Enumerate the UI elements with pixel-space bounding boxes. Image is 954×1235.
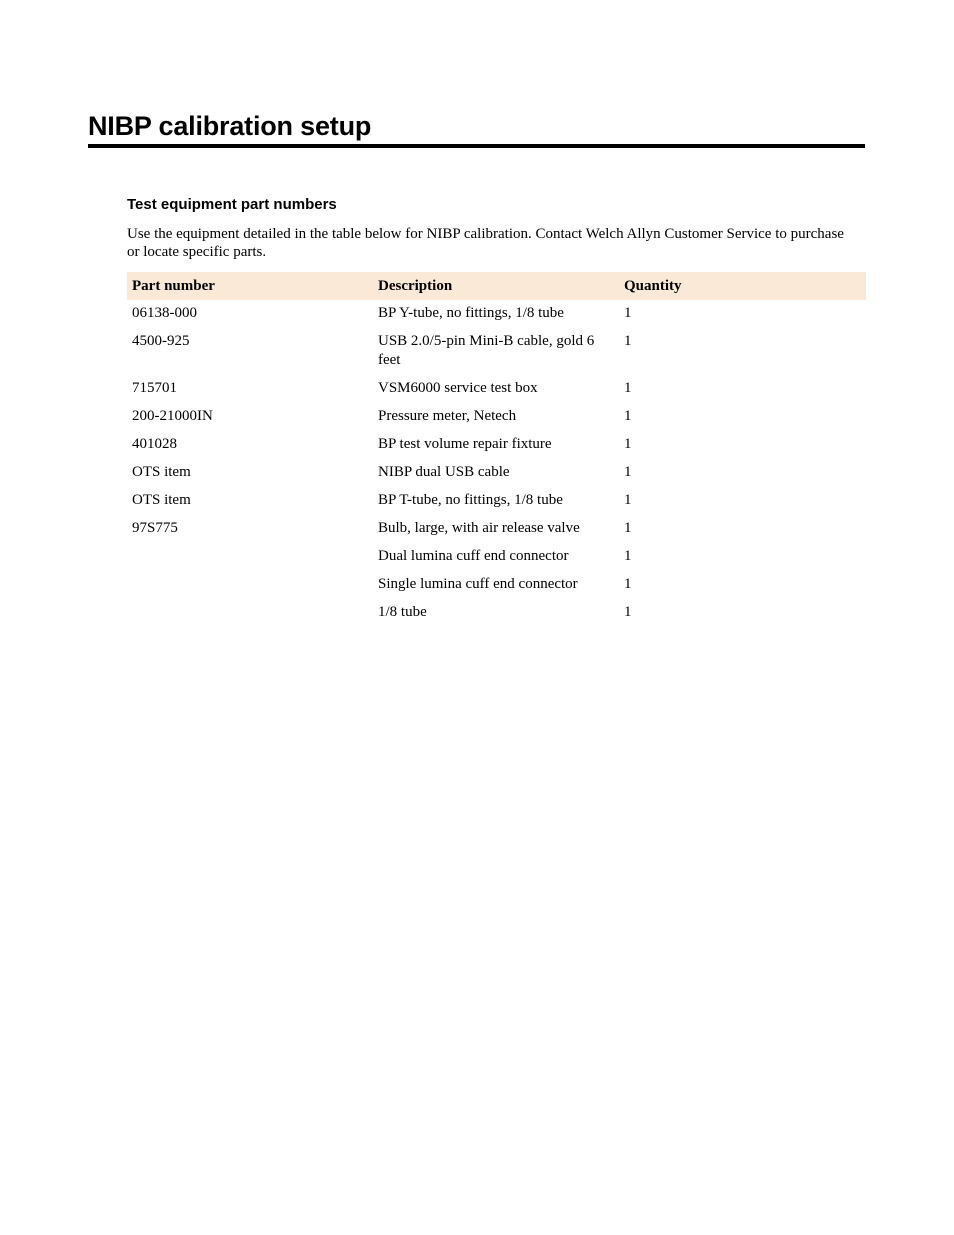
section-heading: Test equipment part numbers	[127, 196, 337, 213]
cell-part-number: 4500-925	[132, 333, 190, 349]
cell-quantity: 1	[624, 464, 632, 480]
cell-part-number	[127, 599, 373, 627]
cell-description: BP T-tube, no fittings, 1/8 tube	[378, 492, 563, 508]
cell-description: Dual lumina cuff end connector	[378, 548, 569, 564]
cell-quantity: 1	[624, 436, 632, 452]
cell-part-number: 97S775	[132, 520, 178, 536]
parts-table	[127, 272, 866, 627]
cell-part-number: 715701	[132, 380, 177, 396]
table-row	[127, 459, 866, 487]
cell-description: Single lumina cuff end connector	[378, 576, 578, 592]
table-row	[127, 543, 866, 571]
cell-part-number: OTS item	[132, 464, 191, 480]
cell-quantity: 1	[624, 333, 632, 349]
table-row	[127, 431, 866, 459]
table-row	[127, 515, 866, 543]
cell-description: Pressure meter, Netech	[378, 408, 517, 424]
cell-description: BP test volume repair fixture	[378, 436, 552, 452]
cell-description: Bulb, large, with air release valve	[378, 520, 580, 536]
table-row	[127, 487, 866, 515]
cell-description: VSM6000 service test box	[378, 380, 538, 396]
cell-quantity: 1	[624, 492, 632, 508]
cell-part-number: 200-21000IN	[132, 408, 213, 424]
cell-part-number: OTS item	[132, 492, 191, 508]
cell-quantity: 1	[624, 305, 632, 321]
column-header-part-number: Part number	[127, 272, 373, 300]
cell-description: BP Y-tube, no fittings, 1/8 tube	[378, 305, 564, 321]
cell-part-number: 06138-000	[132, 305, 197, 321]
table-row	[127, 300, 866, 328]
cell-part-number	[127, 543, 373, 571]
intro-paragraph: Use the equipment detailed in the table below for NIBP calibration. Contact Welch Allyn Customer Service to purchase or locate specific parts.	[127, 226, 844, 260]
page-title: NIBP calibration setup	[88, 108, 865, 148]
cell-quantity: 1	[624, 548, 632, 564]
table-row	[127, 599, 866, 627]
table-row	[127, 375, 866, 403]
column-header-description: Description	[373, 272, 619, 300]
cell-quantity: 1	[624, 604, 632, 620]
table-row	[127, 328, 866, 375]
cell-part-number	[127, 571, 373, 599]
cell-description: 1/8 tube	[378, 604, 427, 620]
table-row	[127, 571, 866, 599]
cell-part-number: 401028	[132, 436, 177, 452]
column-header-quantity: Quantity	[619, 272, 866, 300]
cell-quantity: 1	[624, 576, 632, 592]
table-header-row	[127, 272, 866, 300]
cell-quantity: 1	[624, 380, 632, 396]
cell-description: USB 2.0/5-pin Mini-B cable, gold 6 feet	[378, 333, 595, 368]
table-row	[127, 403, 866, 431]
cell-description: NIBP dual USB cable	[378, 464, 510, 480]
cell-quantity: 1	[624, 520, 632, 536]
cell-quantity: 1	[624, 408, 632, 424]
